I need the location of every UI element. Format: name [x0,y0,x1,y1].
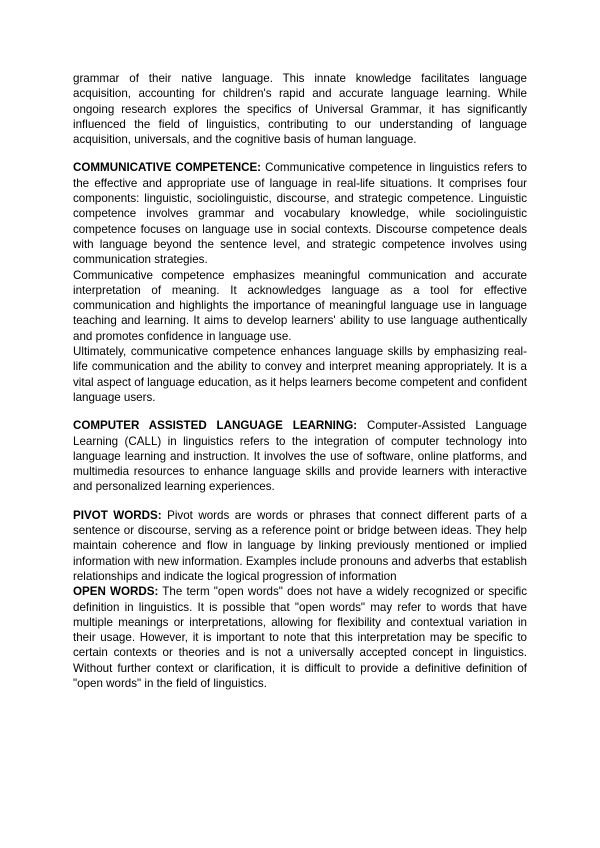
paragraph-universal-grammar-continuation [73,71,527,147]
paragraph-open-words [73,584,527,691]
document-page [73,71,527,691]
definition-pivot-words: Pivot words are words or phrases that connect different parts of a sentence or discourse, serving as a reference point or bridge between ideas. They help maintain coherence and flow in language by linking previously mentioned or implied information with new information. Examples include pronouns and adverbs that establish relationships and indicate the logical progression of information [73,508,527,583]
paragraph-communicative-competence-3 [73,344,527,405]
paragraph-gap [73,495,527,508]
paragraph-communicative-competence-2 [73,268,527,344]
paragraph-gap [73,405,527,418]
paragraph-gap [73,147,527,160]
definition-communicative-competence: Communicative competence in linguistics refers to the effective and appropriate use of language in real-life situations. It comprises four components: linguistic, sociolinguistic, discourse, and strategic competence. Linguistic competence involves grammar and vocabulary knowledge, while sociolinguistic competence focuses on language use in social contexts. Discourse competence deals with language beyond the sentence level, and strategic competence involves using communication strategies. [73,161,527,267]
paragraph-text: grammar of their native language. This innate knowledge facilitates language acquisition, accounting for children's rapid and accurate language learning. While ongoing research explores the specifics of Universal Grammar, it has significantly influenced the field of linguistics, contributing to our understanding of language acquisition, universals, and the cognitive basis of human language. [73,72,527,147]
paragraph-call [73,418,527,494]
paragraph-pivot-words [73,508,527,584]
term-call: COMPUTER ASSISTED LANGUAGE LEARNING: [73,419,358,433]
paragraph-communicative-competence [73,160,527,267]
term-pivot-words: PIVOT WORDS: [73,508,162,522]
term-communicative-competence: COMMUNICATIVE COMPETENCE: [73,161,262,175]
paragraph-text: Communicative competence emphasizes meaningful communication and accurate interpretation of meaning. It acknowledges language as a tool for effective communication and highlights the importance of meaningful language use in language teaching and learning. It aims to develop learners' ability to use language authentically and promotes confidence in language use. [73,268,527,343]
term-open-words: OPEN WORDS: [73,585,159,599]
definition-open-words: The term "open words" does not have a widely recognized or specific definition in linguistics. It is possible that "open words" may refer to words that have multiple meanings or interpretations, allowing for flexibility and contextual variation in their usage. However, it is important to note that this interpretation may be specific to certain contexts or theories and is not a universally accepted concept in linguistics. Without further context or clarification, it is difficult to provide a definitive definition of "open words" in the field of linguistics. [73,585,527,690]
definition-call: Computer-Assisted Language Learning (CALL) in linguistics refers to the integration of computer technology into language learning and instruction. It involves the use of software, online platforms, and multimedia resources to enhance language skills and provide learners with interactive and personalized learning experiences. [73,419,527,494]
paragraph-text: Ultimately, communicative competence enhances language skills by emphasizing real-life communication and the ability to convey and interpret meaning appropriately. It is a vital aspect of language education, as it helps learners become competent and confident language users. [73,345,527,404]
